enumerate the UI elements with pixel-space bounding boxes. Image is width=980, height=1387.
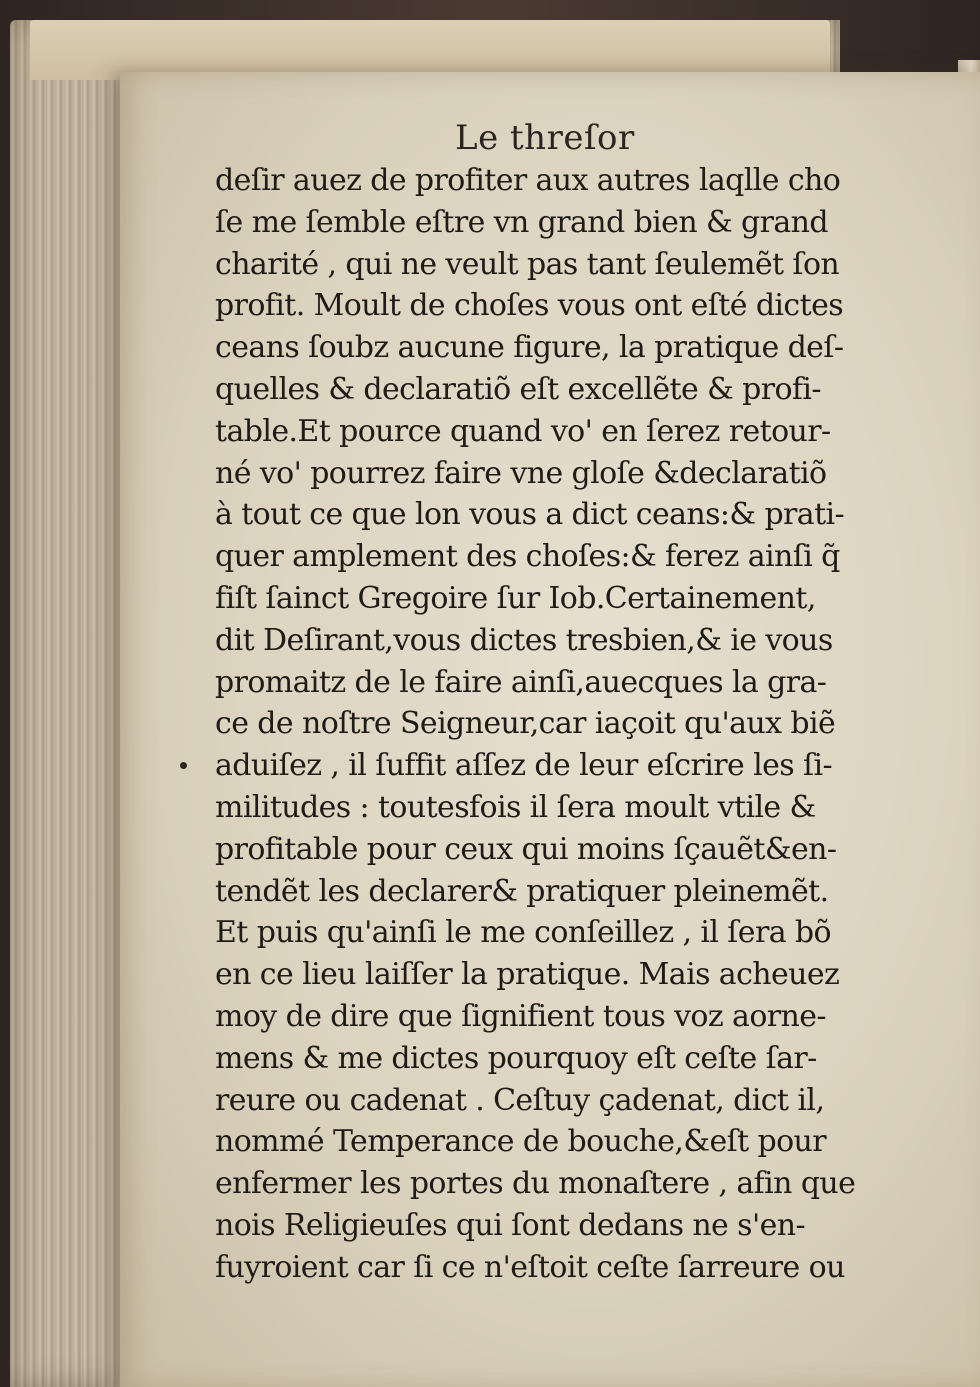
text-line: né vo' pourrez faire vne gloſe &declaratiõ [215,455,827,491]
text-line: promaitz de le faire ainſi,auecques la gra- [215,664,827,700]
text-line: table.Et pource quand vo' en ſerez retour- [215,413,831,449]
text-line: fiſt ſainct Gregoire ſur Iob.Certainement, [215,580,816,616]
text-line: profitable pour ceux qui moins ſçauẽt&en- [215,831,837,867]
text-line: reure ou cadenat . Ceſtuy çadenat, dict il, [215,1082,825,1118]
text-line: tendẽt les declarer& pratiquer pleinemẽt. [215,873,829,909]
text-line: profit. Moult de choſes vous ont eſté dictes [215,288,844,324]
text-line: nois Religieuſes qui ſont dedans ne s'en- [215,1207,806,1243]
text-line: quer amplement des choſes:& ferez ainſi q̃ [215,539,840,575]
text-line: ce de noſtre Seigneur,car iaçoit qu'aux biẽ [215,706,836,742]
text-line: fuyroient car ſi ce n'eſtoit ceſte ſarreure ou [215,1249,845,1285]
text-line: aduiſez , il ſuffit aſſez de leur eſcrire les ſi- [215,748,832,784]
text-line: Et puis qu'ainſi le me conſeillez , il ſera bõ [215,915,831,951]
text-line: charité , qui ne veult pas tant ſeulemẽt ſon [215,246,840,282]
text-line: militudes : toutesfois il ſera moult vtile & [215,789,816,825]
text-line: ſe me ſemble eſtre vn grand bien & grand [215,204,828,240]
book-top-edge [30,20,830,80]
text-line: à tout ce que lon vous a dict ceans:& prati- [215,497,845,533]
text-line: quelles & declaratiõ eſt excellẽte & profi- [215,371,821,407]
text-line: deſir auez de profiter aux autres laqlle cho [215,163,841,198]
ink-speck [180,762,187,769]
page-text-block [215,160,875,1289]
text-line: moy de dire que ſignifient tous voz aorne- [215,998,826,1034]
text-line: nommé Temperance de bouche,&eſt pour [215,1124,827,1160]
text-line: enfermer les portes du monaſtere , afin que [215,1166,856,1202]
text-line: dit Deſirant,vous dictes tresbien,& ie vous [215,622,833,658]
text-line: en ce lieu laiſſer la pratique. Mais acheuez [215,957,840,993]
text-line: mens & me dictes pourquoy eſt ceſte ſar- [215,1040,817,1076]
text-line: ceans ſoubz aucune figure, la pratique deſ- [215,330,844,366]
running-head: Le threſor [455,118,635,158]
